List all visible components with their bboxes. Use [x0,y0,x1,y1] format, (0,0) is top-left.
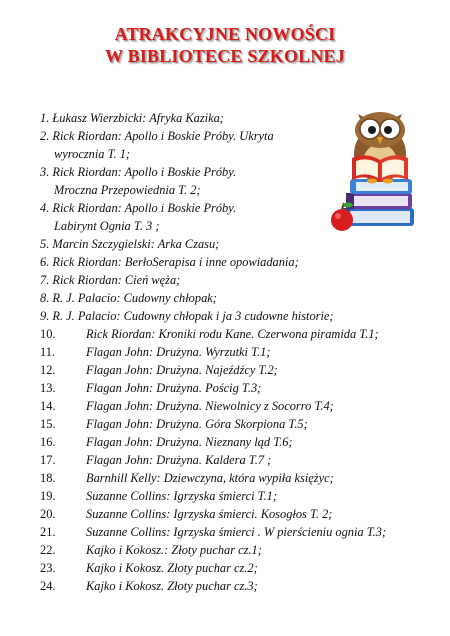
item-text: Suzanne Collins: Igrzyska śmierci. Kosogłos T. 2; [86,507,333,521]
item-text: Rick Riordan: Apollo i Boskie Próby. [52,165,237,179]
item-text: Flagan John: Drużyna. Pościg T.3; [86,381,262,395]
item-text: Kajko i Kokosz. Złoty puchar cz.2; [86,561,258,575]
list-item [40,235,440,253]
list-item [40,379,440,397]
list-item [40,487,440,505]
list-item [40,451,440,469]
item-text: Flagan John: Drużyna. Kaldera T.7 ; [86,453,272,467]
item-text-continuation: Labirynt Ognia T. 3 ; [54,219,160,233]
list-item [40,253,440,271]
item-number: 19. [40,489,56,503]
list-item [40,523,440,541]
item-number: 4. [40,201,50,215]
list-item [40,109,440,127]
item-text: Flagan John: Drużyna. Nieznany ląd T.6; [86,435,293,449]
item-text: Rick Riordan: Cień węża; [52,273,181,287]
list-item [40,577,440,595]
page-title-line-2: W BIBLIOTECE SZKOLNEJ [105,46,345,66]
list-item [40,163,440,181]
item-number: 12. [40,363,56,377]
list-item [40,127,440,145]
item-text: Barnhill Kelly: Dziewczyna, która wypiła księżyc; [86,471,334,485]
list-item [40,397,440,415]
item-number: 1. [40,111,50,125]
list-item [40,271,440,289]
item-number: 18. [40,471,56,485]
list-item [40,433,440,451]
item-number: 21. [40,525,56,539]
list-item [40,361,440,379]
item-text-continuation: wyrocznia T. 1; [54,147,131,161]
item-text: Flagan John: Drużyna. Wyrzutki T.1; [86,345,271,359]
item-number: 16. [40,435,56,449]
item-text: Kajko i Kokosz.: Złoty puchar cz.1; [86,543,262,557]
item-text: Marcin Szczygielski: Arka Czasu; [52,237,220,251]
list-item [40,541,440,559]
list-item [40,199,440,217]
item-number: 3. [40,165,50,179]
list-item [40,415,440,433]
item-number: 17. [40,453,56,467]
item-number: 24. [40,579,56,593]
item-text: Rick Riordan: Apollo i Boskie Próby. [52,201,237,215]
list-item [40,559,440,577]
item-number: 6. [40,255,50,269]
item-number: 14. [40,399,56,413]
list-item [40,343,440,361]
item-number: 23. [40,561,56,575]
item-text: Flagan John: Drużyna. Niewolnicy z Socorro T.4; [86,399,334,413]
item-number: 8. [40,291,50,305]
item-number: 2. [40,129,50,143]
item-text: Flagan John: Drużyna. Góra Skorpiona T.5; [86,417,308,431]
item-number: 22. [40,543,56,557]
item-text: Suzanne Collins: Igrzyska śmierci T.1; [86,489,278,503]
list-item [40,325,440,343]
item-number: 20. [40,507,56,521]
book-list [40,109,440,595]
item-text: Suzanne Collins: Igrzyska śmierci . W pierścieniu ognia T.3; [86,525,387,539]
list-item [40,469,440,487]
item-number: 15. [40,417,56,431]
item-text: Kajko i Kokosz. Złoty puchar cz.3; [86,579,258,593]
item-text: R. J. Palacio: Cudowny chłopak i ja 3 cudowne historie; [52,309,334,323]
item-number: 7. [40,273,50,287]
item-text: Rick Riordan: BerłoSerapisa i inne opowiadania; [52,255,299,269]
page-title-line-1: ATRAKCYJNE NOWOŚCI [114,24,336,44]
item-text: Rick Riordan: Kroniki rodu Kane. Czerwona piramida T.1; [86,327,379,341]
list-item [40,307,440,325]
item-number: 9. [40,309,50,323]
list-item [40,505,440,523]
item-text: Flagan John: Drużyna. Najeźdźcy T.2; [86,363,278,377]
item-number: 11. [40,345,56,359]
item-text: Łukasz Wierzbicki: Afryka Kazika; [52,111,224,125]
list-item [40,289,440,307]
item-number: 10. [40,327,56,341]
item-text-continuation: Mroczna Przepowiednia T. 2; [54,183,201,197]
item-number: 5. [40,237,50,251]
item-text: R. J. Palacio: Cudowny chłopak; [52,291,217,305]
item-number: 13. [40,381,56,395]
item-text: Rick Riordan: Apollo i Boskie Próby. Ukryta [52,129,274,143]
